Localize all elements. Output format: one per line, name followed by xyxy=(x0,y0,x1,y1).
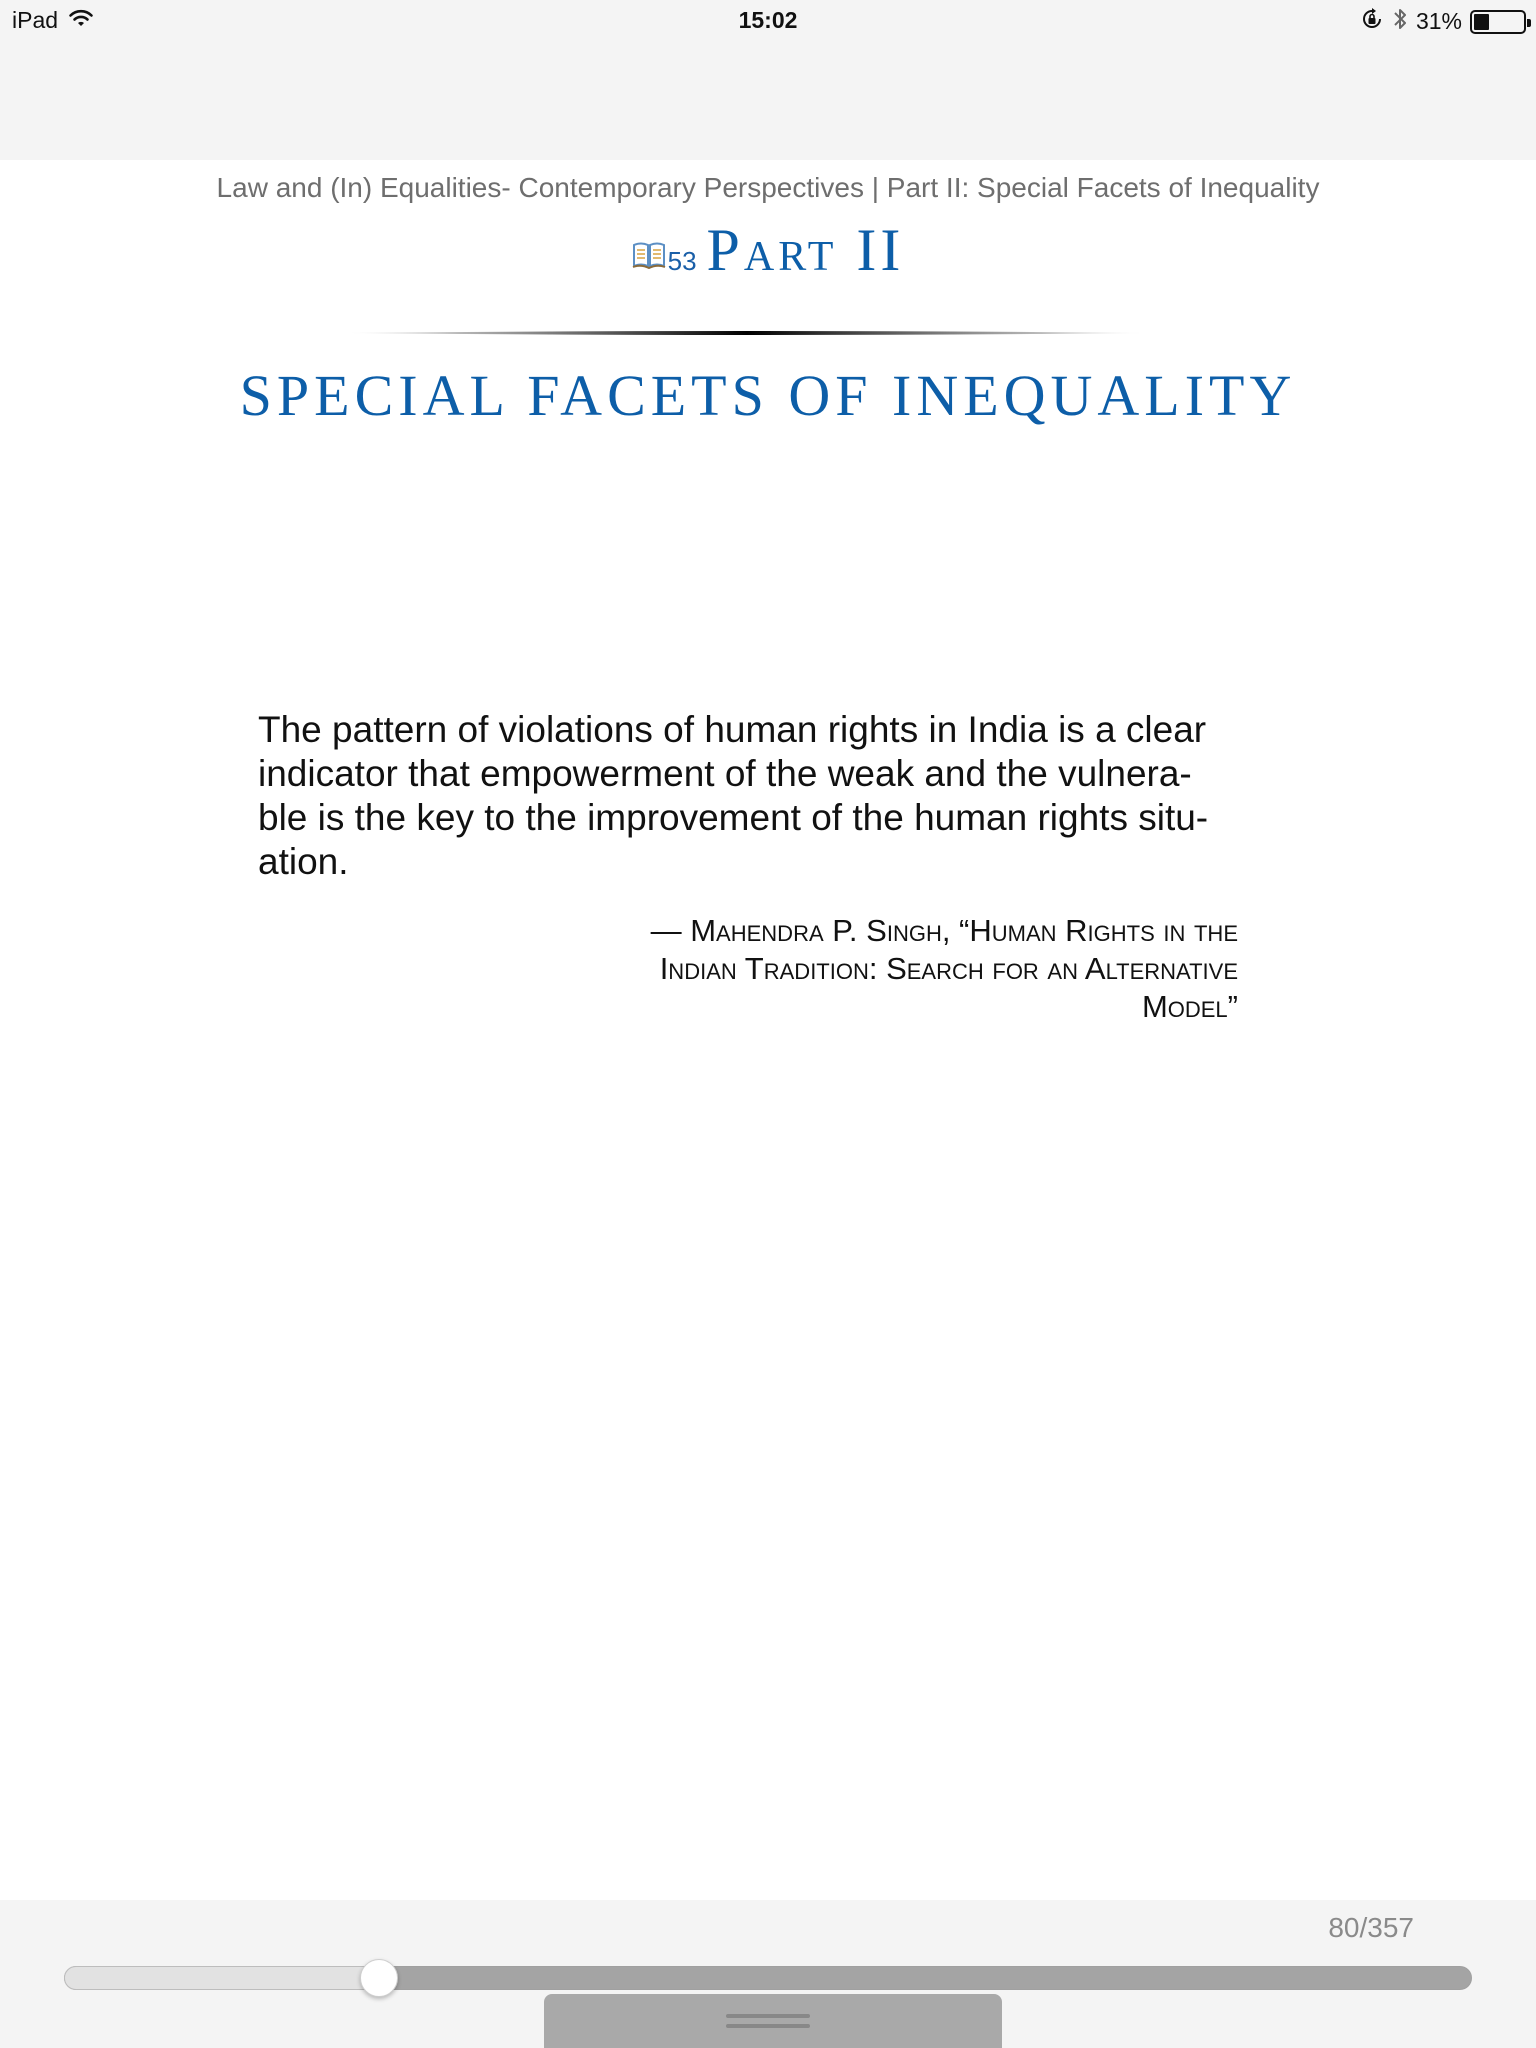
status-bar xyxy=(0,0,1536,160)
page-counter: 80/357 xyxy=(1328,1912,1414,1943)
grip-line xyxy=(726,2014,810,2018)
bluetooth-icon xyxy=(1392,6,1408,37)
epigraph-attribution xyxy=(258,912,1238,1026)
part-heading xyxy=(0,217,1536,283)
grip-line xyxy=(726,2024,810,2028)
page-scrubber[interactable] xyxy=(64,1966,1472,1992)
epigraph-line: ation. xyxy=(258,841,349,882)
pull-up-handle[interactable] xyxy=(544,1994,1002,2048)
battery-nub xyxy=(1527,19,1531,27)
epigraph-quote xyxy=(258,708,1236,884)
attribution-line: Indian Tradition: Search for an Alternative xyxy=(659,951,1238,986)
attribution-line: — Mahendra P. Singh, “Human Rights in the xyxy=(650,913,1238,948)
epigraph-line: ble is the key to the improvement of the human rights situ- xyxy=(258,797,1209,838)
status-time: 15:02 xyxy=(738,7,798,33)
title-divider xyxy=(346,330,1148,336)
epigraph-line: indicator that empowerment of the weak and the vulnera- xyxy=(258,753,1192,794)
running-header: Law and (In) Equalities- Contemporary Perspectives | Part II: Special Facets of Inequality xyxy=(216,172,1320,203)
part-title: Part II xyxy=(706,217,905,283)
section-title: SPECIAL FACETS OF INEQUALITY xyxy=(239,363,1297,428)
battery-icon xyxy=(1470,10,1526,34)
rotation-lock-icon xyxy=(1360,7,1384,36)
scrubber-progress xyxy=(64,1966,379,1990)
battery-percent: 31% xyxy=(1415,8,1462,34)
page-ref-number: 53 xyxy=(667,246,697,276)
page-reference-link[interactable] xyxy=(632,241,697,274)
attribution-line: Model” xyxy=(1141,989,1238,1024)
epigraph-line: The pattern of violations of human rights in India is a clear xyxy=(258,709,1207,750)
book-icon xyxy=(632,241,666,274)
scrubber-thumb[interactable] xyxy=(360,1959,398,1997)
device-name: iPad xyxy=(12,7,59,33)
status-right xyxy=(1360,6,1526,37)
battery-level xyxy=(1474,14,1489,30)
